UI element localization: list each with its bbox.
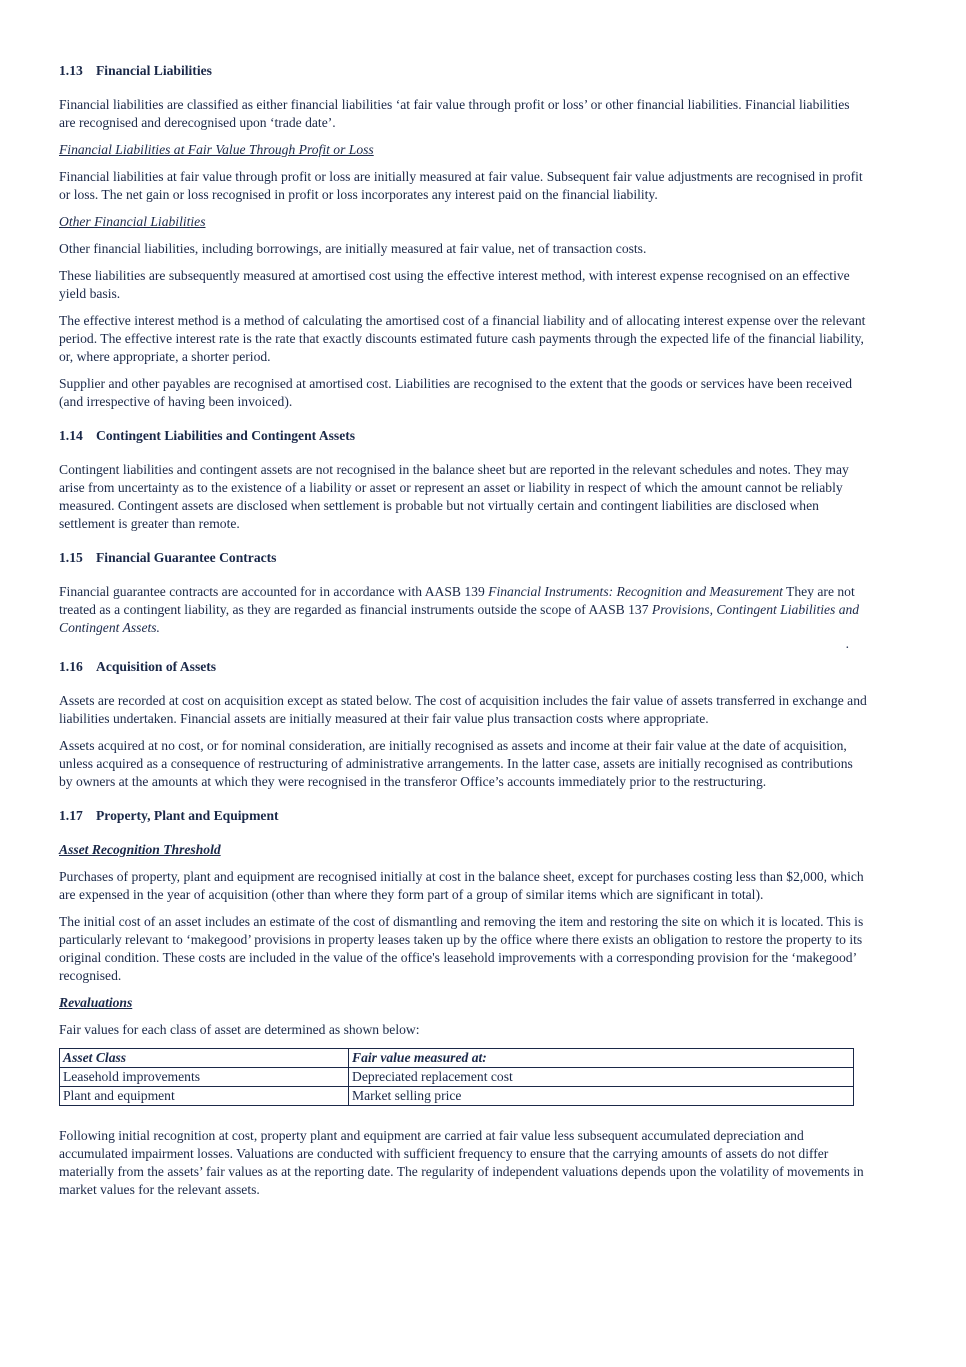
paragraph: Purchases of property, plant and equipment are recognised initially at cost in the balance sheet, except for purchases costing less than $2,000, which are expensed in the year of acquisition (other than where they form part of a group of similar items which are significant in total). [59,869,864,902]
paragraph: The effective interest method is a method of calculating the amortised cost of a financial liability and of allocating interest expense over the relevant period. The effective interest rate is the rate that exactly discounts estimated future cash payments through the expected life of the financial liability, or, where appropriate, a shorter period. [59,313,866,364]
section-heading-1-14: 1.14 Contingent Liabilities and Contingent Assets [59,428,356,443]
paragraph: Other financial liabilities, including borrowings, are initially measured at fair value, net of transaction costs. [59,241,647,256]
subheading-other-financial-liabilities: Other Financial Liabilities [59,214,206,229]
paragraph: Supplier and other payables are recognised at amortised cost. Liabilities are recognised to the extent that the goods or services have been received (and irrespective of having been invoiced). [59,376,853,409]
paragraph: Following initial recognition at cost, property plant and equipment are carried at fair value less subsequent accumulated depreciation and accumulated impairment losses. Valuations are conducted with sufficient frequency to ensure that the carrying amounts of assets do not differ materially from the assets’ fair values as at the reporting date. The regularity of independent valuations depends upon the volatility of movements in market values for the relevant assets. [59,1128,864,1197]
section-heading-1-16: 1.16 Acquisition of Assets [59,659,217,674]
paragraph: Financial liabilities at fair value through profit or loss are initially measured at fair value. Subsequent fair value adjustments are recognised in profit or loss. The net gain or loss recognised in profit or loss incorporates any interest paid on the financial liability. [59,169,863,202]
table-row [60,1087,854,1106]
paragraph: Financial guarantee contracts are accounted for in accordance with AASB 139 Financial Instruments: Recognition and Measurement They are not treated as a contingent liability, as they are regarded as financial instruments outside the scope of AASB 137 Provisions, Contingent Liabilities and Contingent Assets. [59,584,860,635]
subheading-asset-recognition-threshold: Asset Recognition Threshold [59,842,221,857]
table-cell: Leasehold improvements [60,1068,349,1087]
paragraph: Fair values for each class of asset are determined as shown below: [59,1022,420,1037]
paragraph: Contingent liabilities and contingent assets are not recognised in the balance sheet but are reported in the relevant schedules and notes. They may arise from uncertainty as to the existence of a liability or asset or represent an asset or liability in respect of which the amount cannot be reliably measured. Contingent assets are disclosed when settlement is probable but not virtually certain and contingent liabilities are disclosed when settlement is greater than remote. [59,462,849,531]
section-heading-1-13: 1.13 Financial Liabilities [59,63,212,78]
subheading-fvtpl: Financial Liabilities at Fair Value Through Profit or Loss [59,142,374,157]
table-header-cell: Asset Class [60,1049,349,1068]
section-heading-1-15: 1.15 Financial Guarantee Contracts [59,550,277,565]
paragraph: Assets acquired at no cost, or for nominal consideration, are initially recognised as assets and income at their fair value at the date of acquisition, unless acquired as a consequence of restructuring of administrative arrangements. In the latter case, assets are initially recognised as contributions by owners at the amounts at which they were recognised in the transferor Office’s accounts immediately prior to the restructuring. [59,738,853,789]
paragraph: The initial cost of an asset includes an estimate of the cost of dismantling and removing the item and restoring the site on which it is located. This is particularly relevant to ‘makegood’ provisions in property leases taken up by the office where there exists an obligation to restore the property to its original condition. These costs are included in the value of the office's leasehold improvements with a corresponding provision for the ‘makegood’ recognised. [59,914,864,983]
paragraph: Assets are recorded at cost on acquisition except as stated below. The cost of acquisition includes the fair value of assets transferred in exchange and liabilities undertaken. Financial assets are initially measured at their fair value plus transaction costs where appropriate. [59,693,867,726]
table-cell: Plant and equipment [60,1087,349,1106]
stray-dot: . [845,636,849,651]
subheading-revaluations: Revaluations [59,995,133,1010]
table-header-row [60,1049,854,1068]
table-cell: Depreciated replacement cost [349,1068,854,1087]
table-row [60,1068,854,1087]
table-header-cell: Fair value measured at: [349,1049,854,1068]
paragraph: These liabilities are subsequently measured at amortised cost using the effective interest method, with interest expense recognised on an effective yield basis. [59,268,850,301]
paragraph: Financial liabilities are classified as either financial liabilities ‘at fair value through profit or loss’ or other financial liabilities. Financial liabilities are recognised and derecognised upon ‘trade date’. [59,97,850,130]
document-page [59,62,869,1208]
fair-value-table [59,1048,854,1106]
section-heading-1-17: 1.17 Property, Plant and Equipment [59,808,279,823]
table-cell: Market selling price [349,1087,854,1106]
